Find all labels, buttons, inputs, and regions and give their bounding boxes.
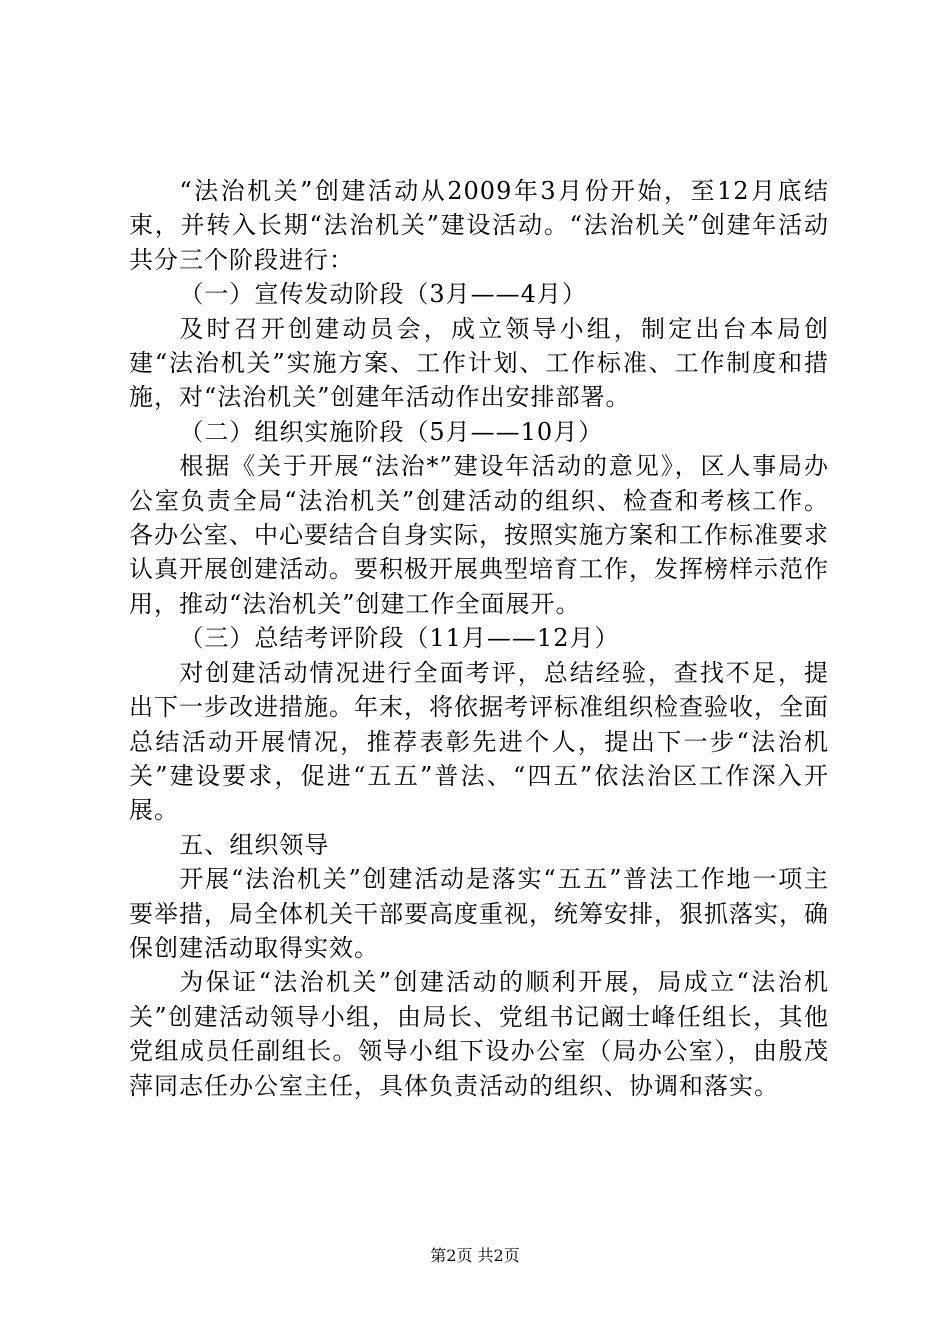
section-heading-implementation: （二）组织实施阶段（5月——10月） xyxy=(179,417,604,446)
paragraph-publicity: 及时召开创建动员会，成立领导小组，制定出台本局创建“法治机关”实施方案、工作计划、工作标准、工作制度和措施，对“法治机关”创建年活动作出安排部署。 xyxy=(129,314,829,412)
page-number: 第2页 共2页 xyxy=(430,1246,520,1265)
paragraph-implementation: 根据《关于开展“法治*”建设年活动的意见》，区人事局办公室负责全局“法治机关”创建活动的组织、检查和考核工作。各办公室、中心要结合自身实际，按照实施方案和工作标准要求认真开展创建活动。要积极开展典型培育工作，发挥榜样示范作用，推动“法治机关”创建工作全面展开。 xyxy=(129,452,829,618)
document-body xyxy=(129,174,829,1103)
page-footer xyxy=(0,1246,950,1266)
paragraph-leadership-1: 开展“法治机关”创建活动是落实“五五”普法工作地一项主要举措，局全体机关干部要高度重视，统筹安排，狠抓落实，确保创建活动取得实效。 xyxy=(129,865,829,962)
section-heading-leadership: 五、组织领导 xyxy=(179,830,330,859)
paragraph-evaluation: 对创建活动情况进行全面考评，总结经验，查找不足，提出下一步改进措施。年末，将依据考评标准组织检查验收，全面总结活动开展情况，推荐表彰先进个人，提出下一步“法治机关”建设要求，促进“五五”普法、“四五”依法治区工作深入开展。 xyxy=(129,658,829,825)
section-heading-evaluation: （三）总结考评阶段（11月——12月） xyxy=(179,624,620,653)
section-heading-publicity: （一）宣传发动阶段（3月——4月） xyxy=(179,280,587,309)
paragraph-leadership-2: 为保证“法治机关”创建活动的顺利开展，局成立“法治机关”创建活动领导小组，由局长、党组书记阚士峰任组长，其他党组成员任副组长。领导小组下设办公室（局办公室），由殷茂萍同志任办公室主任，具体负责活动的组织、协调和落实。 xyxy=(129,968,829,1100)
paragraph-intro: “法治机关”创建活动从2009年3月份开始，至12月底结束，并转入长期“法治机关”建设活动。“法治机关”创建年活动共分三个阶段进行： xyxy=(129,177,829,274)
